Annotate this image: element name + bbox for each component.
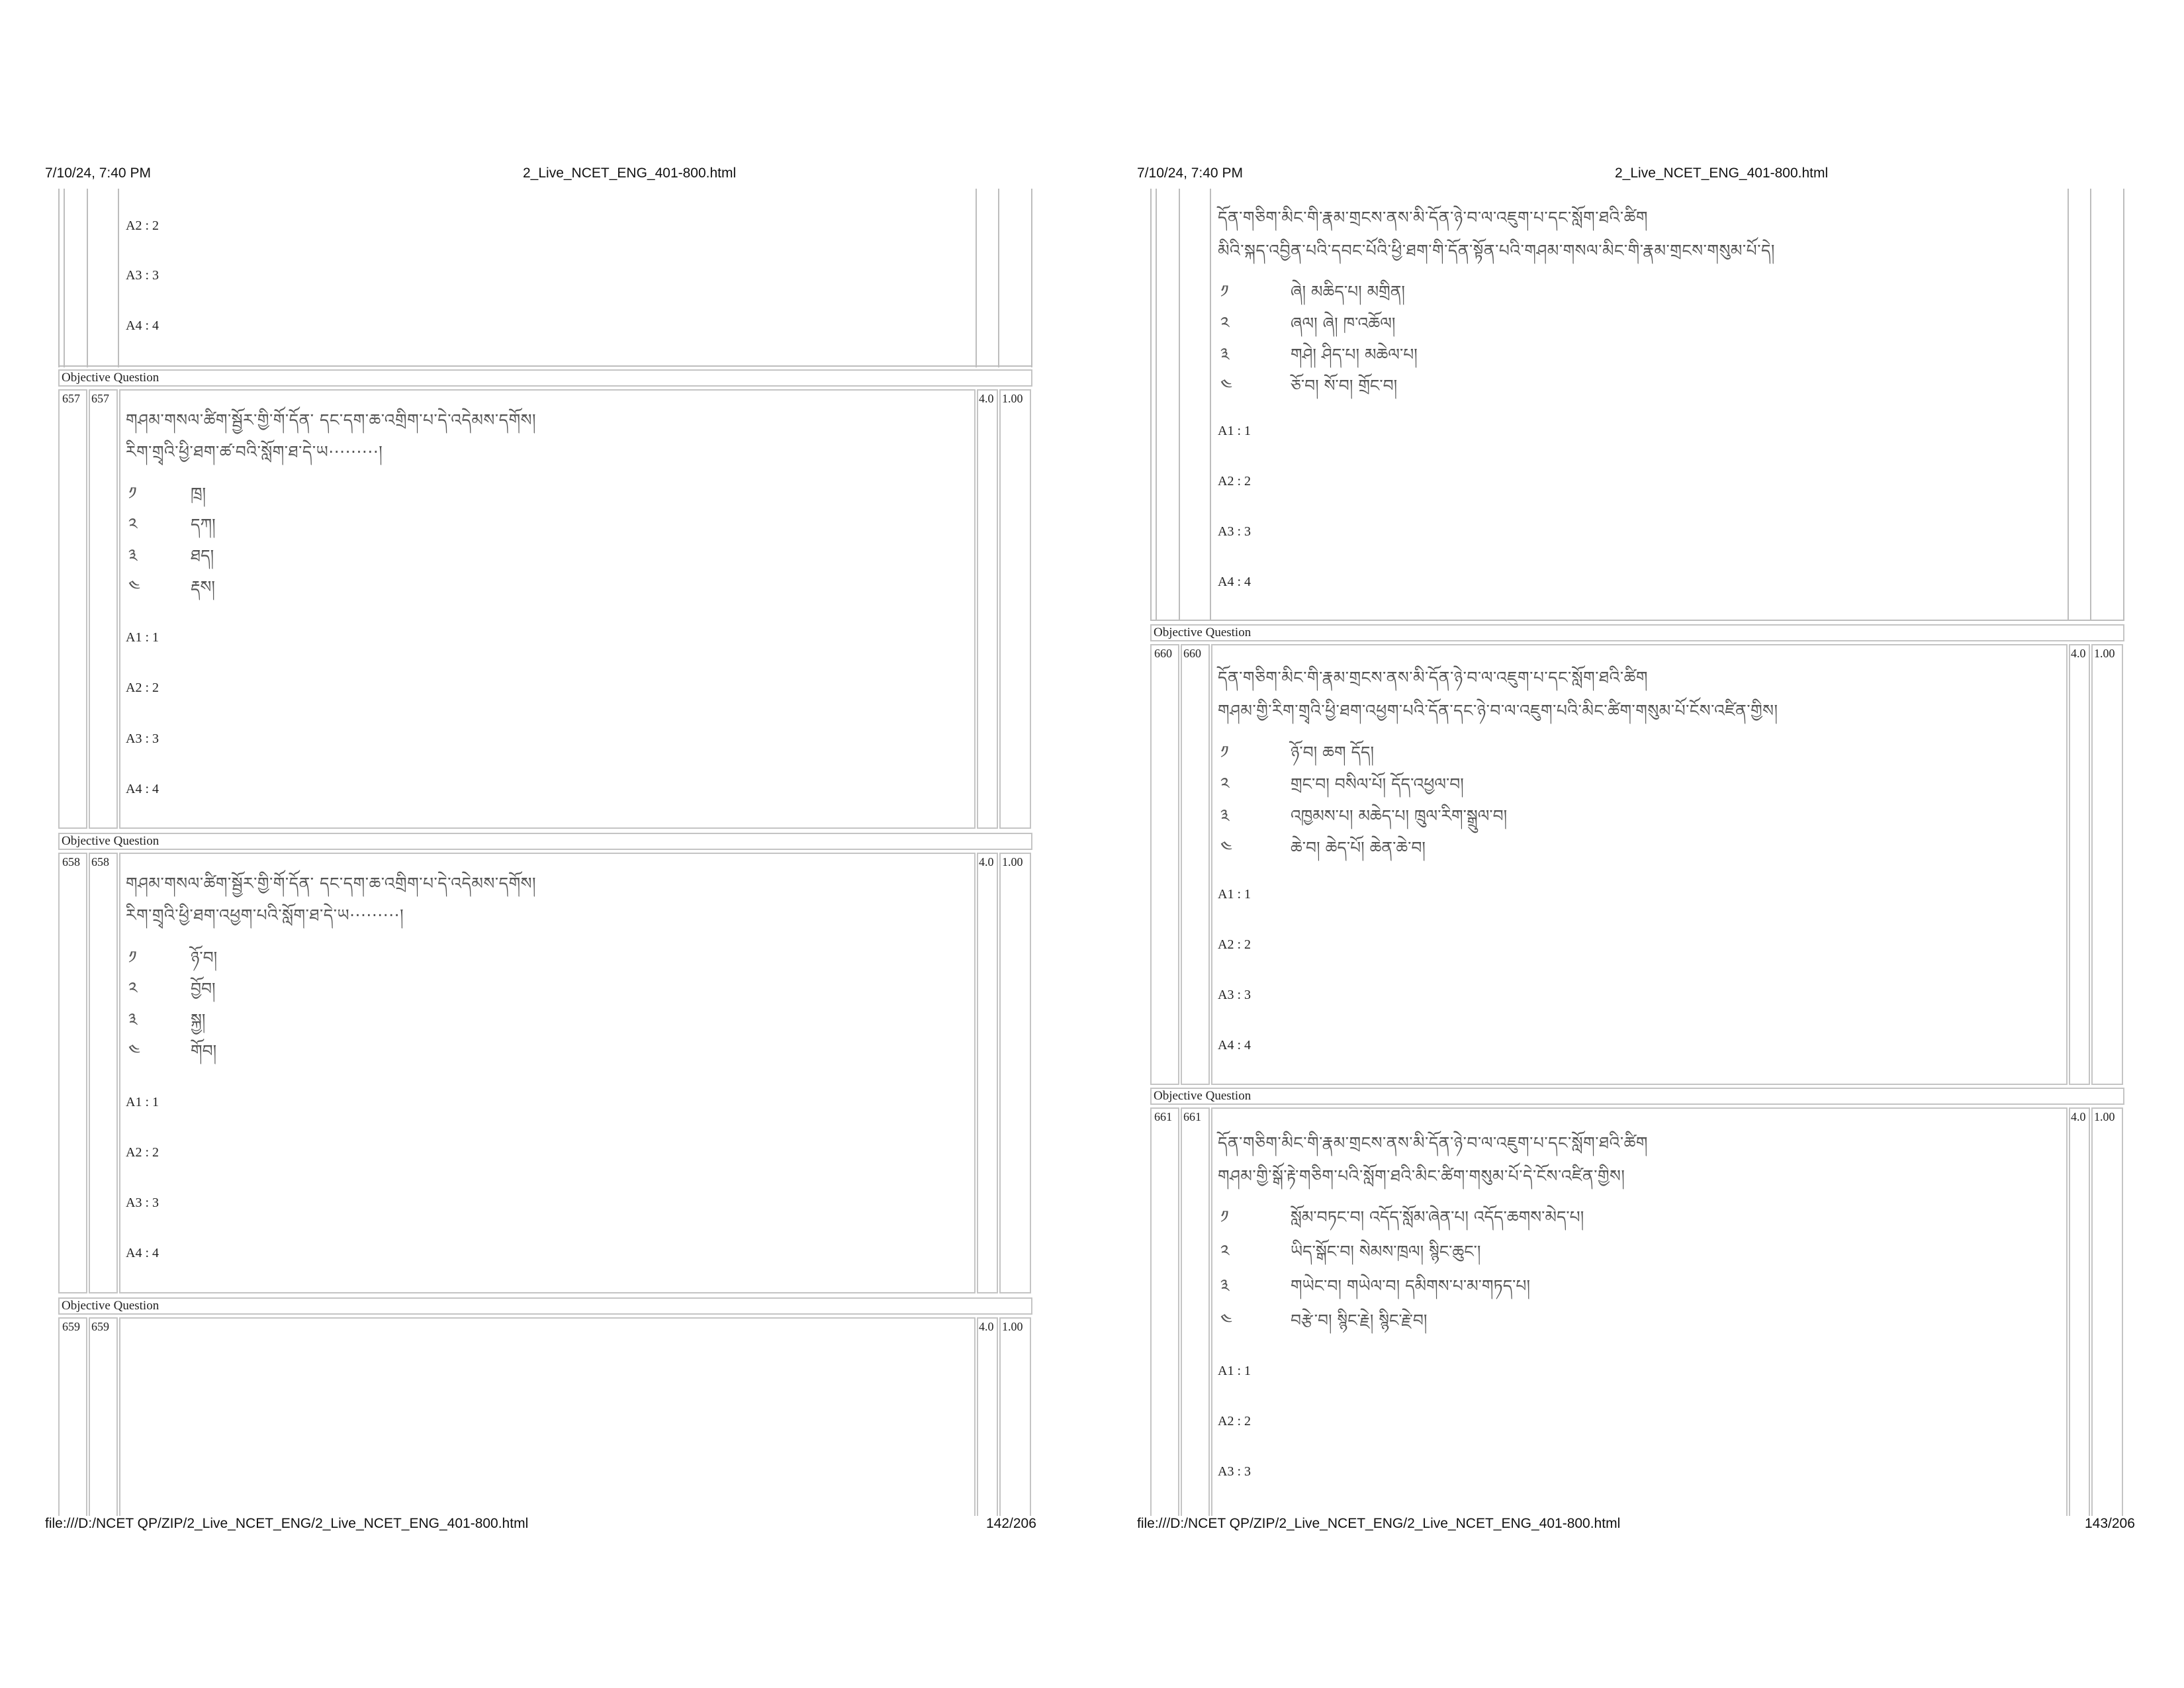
option-number: ༢ [1220,774,1230,794]
answer-option: A4 : 4 [126,1246,159,1260]
serial-number: 657 [62,392,80,405]
marks-value: 4.0 [2071,647,2086,660]
section-header [58,1297,1032,1315]
negative-marks-value: 1.00 [2094,647,2115,660]
option-text: ཉོ་བ། [191,948,218,967]
marks-value: 4.0 [979,392,994,405]
answer-option: A3 : 3 [1218,988,1251,1002]
option-number: ༡ [1220,743,1229,763]
answer-option: A3 : 3 [1218,524,1251,539]
answer-option: A4 : 4 [1218,575,1251,589]
marks-value: 4.0 [979,1320,994,1333]
option-text: བྱོབ། [191,979,216,998]
answer-option: A4 : 4 [126,318,159,333]
option-number: ༡ [1220,1207,1229,1227]
option-text: ཉོ་བ། ཆག དོད། [1291,743,1374,762]
marks-value: 4.0 [979,855,994,868]
question-id-cell [89,389,118,829]
option-number: ༡ [128,484,137,504]
question-id: 661 [1183,1110,1201,1123]
marks-cell [2069,1107,2090,1516]
negative-marks-cell [999,853,1031,1293]
option-number: ༣ [1220,806,1230,826]
answer-option: A4 : 4 [126,782,159,796]
question-id: 658 [91,855,109,868]
serial-number: 659 [62,1320,80,1333]
question-id-cell [89,1317,118,1516]
option-text: འཁྱམས་པ། མཆེད་པ། ཁྲུལ་རིག་སྒྲུལ་བ། [1291,806,1508,825]
option-number: ༤ [128,577,140,597]
serial-cell [58,389,87,829]
negative-marks-cell [2091,644,2123,1085]
answer-option: A1 : 1 [126,1095,159,1109]
option-text: བརྩེ་བ། སྙིང་རྗེ། སྙིང་རྗེ་བ། [1291,1311,1428,1330]
marks-cell [977,1317,998,1516]
page-143 [1092,0,2184,1688]
negative-marks-cell [999,1317,1031,1516]
serial-cell [1150,644,1179,1085]
answer-option: A2 : 2 [1218,937,1251,952]
question-id: 657 [91,392,109,405]
question-text: དོན་གཅིག་མིང་གི་རྣམ་གྲངས་ནས་མི་དོན་ཉེ་བ་ལ་འཇུག་པ་དང་སློག་ཐའི་ཚིག [1218,668,1649,687]
section-label: Objective Question [62,371,159,385]
option-number: ༢ [1220,1242,1230,1262]
negative-marks-cell [999,389,1031,829]
option-number: ༣ [1220,345,1230,365]
section-header [1150,624,2124,641]
option-text: སྐྱ། [191,1010,206,1029]
negative-marks-cell [2091,1107,2123,1516]
serial-cell [58,853,87,1293]
answer-option: A4 : 4 [1218,1038,1251,1053]
option-number: ༢ [1220,314,1230,334]
answer-option: A3 : 3 [126,1196,159,1210]
option-number: ༡ [128,948,137,968]
question-body [119,1317,976,1516]
option-text: སློམ་བཏང་བ། འདོད་སློམ་ཞེན་པ། འདོད་ཆགས་མེད་པ། [1291,1207,1584,1227]
section-label: Objective Question [1154,626,1251,639]
header-title: 2_Live_NCET_ENG_401-800.html [523,165,737,181]
answer-option: A1 : 1 [1218,424,1251,438]
answer-option: A1 : 1 [1218,887,1251,902]
question-text: གཤམ་གྱི་རིག་གྲྭའི་ཕྱི་ཐག་འཕྱག་པའི་དོན་དང་ཉེ་བ་ལ་འཇུག་པའི་མིང་ཚིག་གསུམ་པོ་ངོས་འཛིན་གྱིས། [1218,701,1778,720]
answer-option: A2 : 2 [1218,474,1251,489]
section-header [1150,1088,2124,1105]
section-label: Objective Question [62,834,159,848]
option-text: ཞལ། ཞེ། ཁ་འཆོལ། [1291,314,1396,333]
option-number: ༣ [128,1010,138,1030]
question-text: དོན་གཅིག་མིང་གི་རྣམ་གྲངས་ནས་མི་དོན་ཉེ་བ་ལ་འཇུག་པ་དང་སློག་ཐའི་ཚིག [1218,208,1649,227]
question-text: དོན་གཅིག་མིང་གི་རྣམ་གྲངས་ནས་མི་དོན་ཉེ་བ་ལ་འཇུག་པ་དང་སློག་ཐའི་ཚིག [1218,1133,1649,1152]
marks-value: 4.0 [2071,1110,2086,1123]
question-text: རིག་གྲྭའི་ཕྱི་ཐག་ཚ་བའི་སློག་ཐ་དེ་ཡ·········། [126,442,383,461]
footer-page-number: 142/206 [986,1516,1036,1531]
footer-page-number: 143/206 [2085,1516,2135,1531]
serial-number: 660 [1154,647,1172,660]
answer-option: A3 : 3 [126,731,159,746]
option-number: ༤ [1220,1311,1232,1331]
marks-cell [977,389,998,829]
header-date: 7/10/24, 7:40 PM [45,165,151,181]
footer-path: file:///D:/NCET QP/ZIP/2_Live_NCET_ENG/2_Live_NCET_ENG_401-800.html [1137,1516,1621,1531]
answer-option: A2 : 2 [126,218,159,233]
option-text: གཤེ། ཤིད་པ། མཆེལ་པ། [1291,345,1418,364]
header-date: 7/10/24, 7:40 PM [1137,165,1243,181]
negative-marks-value: 1.00 [2094,1110,2115,1123]
option-text: རྡས། [191,577,215,596]
question-text: གཤམ་གསལ་ཚིག་སྦྱོར་གྱི་གོ་དོན་ དང་དག་ཆ་འགྲིག་པ་དེ་འདེམས་དགོས། [126,874,537,893]
option-number: ༣ [1220,1276,1230,1296]
question-text: མིའི་སྐད་འབྱིན་པའི་དབང་པོའི་ཕྱི་ཐག་གི་དོན་སྟོན་པའི་གཤམ་གསལ་མིང་གི་རྣམ་གྲངས་གསུམ་པོ་དེ། [1218,241,1775,260]
option-number: ༤ [128,1041,140,1061]
negative-marks-value: 1.00 [1002,392,1023,405]
answer-option: A2 : 2 [126,680,159,695]
negative-marks-value: 1.00 [1002,855,1023,868]
option-text: ཁྲ། [191,484,206,503]
answer-option: A3 : 3 [1218,1464,1251,1479]
option-text: ཅོ་བ། སོ་བ། གྲོང་བ། [1291,376,1398,395]
option-number: ༤ [1220,838,1232,858]
option-text: གཡེང་བ། གཡེལ་བ། དམིགས་པ་མ་གཏད་པ། [1291,1276,1530,1295]
question-id-cell [1181,1107,1210,1516]
option-number: ༢ [128,515,138,535]
serial-number: 661 [1154,1110,1172,1123]
negative-marks-value: 1.00 [1002,1320,1023,1333]
section-header [58,369,1032,387]
option-number: ༡ [1220,282,1229,302]
option-text: ཞེ། མཆིད་པ། མགྲིན། [1291,282,1405,301]
footer-path: file:///D:/NCET QP/ZIP/2_Live_NCET_ENG/2_Live_NCET_ENG_401-800.html [45,1516,529,1531]
option-text: ཡིད་སྒོང་བ། སེམས་ཁྲལ། སྙིང་ཆུང་། [1291,1242,1481,1261]
section-label: Objective Question [62,1299,159,1313]
serial-cell [58,1317,87,1516]
marks-cell [977,853,998,1293]
option-text: གྲང་བ། བསིལ་པོ། དོད་འཕྱལ་བ། [1291,774,1464,794]
option-number: ༣ [128,546,138,566]
option-text: ཐད། [191,546,214,565]
answer-option: A2 : 2 [126,1145,159,1160]
serial-cell [1150,1107,1179,1516]
option-number: ༢ [128,979,138,999]
question-id: 659 [91,1320,109,1333]
option-text: གོབ། [191,1041,217,1060]
option-number: ༤ [1220,376,1232,396]
question-id: 660 [1183,647,1201,660]
question-text: གཤམ་གྱི་སྒོ་རྟེ་གཅིག་པའི་སློག་ཐའི་མིང་ཚིག་གསུམ་པོ་དེ་ངོས་འཛིན་གྱིས། [1218,1166,1625,1186]
question-id-cell [89,853,118,1293]
answer-option: A2 : 2 [1218,1414,1251,1429]
question-text: རིག་གྲྭའི་ཕྱི་ཐག་འཕྱག་པའི་སློག་ཐ་དེ་ཡ·········། [126,906,404,925]
header-title: 2_Live_NCET_ENG_401-800.html [1615,165,1829,181]
question-text: གཤམ་གསལ་ཚིག་སྦྱོར་གྱི་གོ་དོན་ དང་དག་ཆ་འགྲིག་པ་དེ་འདེམས་དགོས། [126,410,537,430]
answer-option: A1 : 1 [126,630,159,645]
section-label: Objective Question [1154,1089,1251,1103]
option-text: དཀ། [191,515,216,534]
marks-cell [2069,644,2090,1085]
serial-number: 658 [62,855,80,868]
question-id-cell [1181,644,1210,1085]
answer-option: A1 : 1 [1218,1364,1251,1378]
answer-option: A3 : 3 [126,268,159,283]
section-header [58,833,1032,850]
option-text: ཆེ་བ། ཆེད་པོ། ཆེན་ཆེ་བ། [1291,838,1426,857]
